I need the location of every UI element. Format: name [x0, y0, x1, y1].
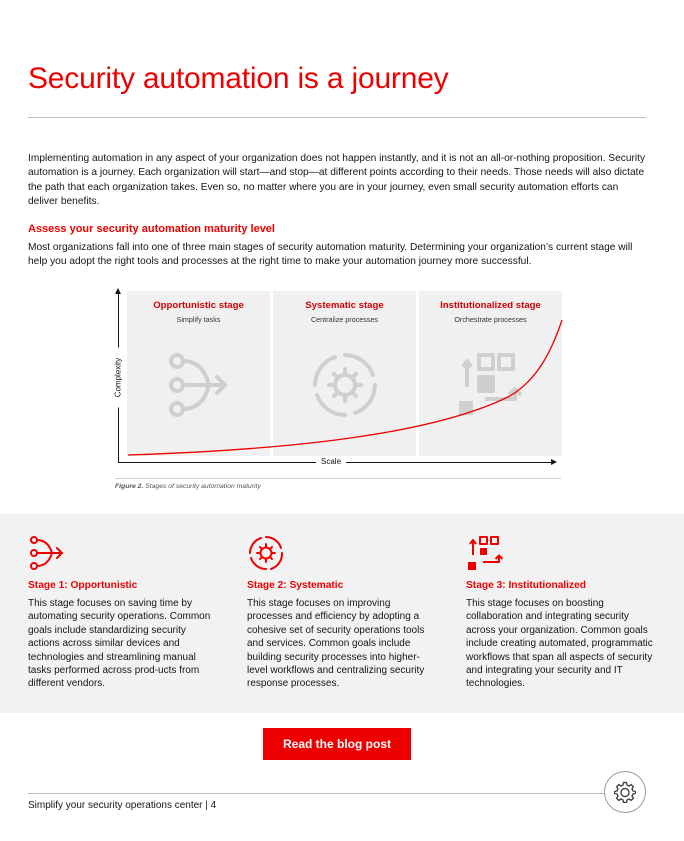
figure-caption: [115, 483, 261, 490]
intro-paragraph: Implementing automation in any aspect of your organization does not happen instantly, and it is not an all-or-nothing proposition. Security automation is a journey. Each organization will start—and stop—at different points according to their needs. Those needs will also dictate the path that each organization takes. Even so, no matter where you are in your journey, even small security automation efforts can deliver benefits.: [28, 153, 646, 208]
orchestrate-blocks-icon: [466, 534, 504, 572]
caption-divider: [115, 478, 561, 479]
stage-panel-subtitle: Centralize processes: [310, 315, 379, 324]
stage-column-1: [28, 534, 218, 691]
gear-cycle-icon: [247, 534, 285, 572]
stage-title: Stage 2: Systematic: [247, 580, 344, 591]
stage-description: This stage focuses on saving time by automating security operations. Common goals include standardizing security actions across similar devices and technologies and streamlining manual tasks performed across prod-ucts from different vendors.: [28, 598, 211, 690]
figure-caption-label: Figure 2.: [115, 483, 144, 490]
stage-column-2: [247, 534, 437, 691]
page-title: Security automation is a journey: [28, 62, 449, 95]
title-divider: [28, 117, 646, 118]
stages-band: [0, 514, 684, 713]
y-axis-label: Complexity: [114, 348, 123, 408]
stage-description: This stage focuses on improving processes and efficiency by adopting a cohesive set of security operations tools and services. Common goals include building security processes into higher-level workflows and centralizing security response processes.: [247, 598, 425, 690]
stage-panel-subtitle: Simplify tasks: [176, 315, 221, 324]
read-blog-post-button[interactable]: Read the blog post: [263, 728, 411, 760]
footer-text: Simplify your security operations center | 4: [28, 800, 217, 811]
gear-icon: [614, 781, 636, 803]
x-axis-label: Scale: [316, 457, 346, 466]
maturity-figure: [110, 286, 570, 476]
footer-divider: [28, 793, 606, 794]
maturity-curve: [110, 286, 570, 476]
stage-description: This stage focuses on boosting collaboration and integrating security across your organization. Common goals include creating automated, programmatic workflows that span all aspects of security and integrating your security and IT technologies.: [466, 598, 653, 690]
section-subheading: Assess your security automation maturity level: [28, 223, 275, 235]
stage-panel-title: Systematic stage: [305, 300, 384, 311]
stage-panel-title: Institutionalized stage: [440, 300, 541, 311]
branching-arrows-icon: [28, 534, 66, 572]
stage-title: Stage 3: Institutionalized: [466, 580, 586, 591]
stage-panel-subtitle: Orchestrate processes: [454, 315, 527, 324]
footer-badge: [604, 771, 646, 813]
stage-column-3: [466, 534, 656, 691]
section-body: Most organizations fall into one of three main stages of security automation maturity. Determining your organization’s current stage will help you adopt the right tools and processes at the right time to make your automation journey more successful.: [28, 242, 633, 268]
stage-panel-title: Opportunistic stage: [153, 300, 244, 311]
figure-caption-text: Stages of security automation maturity: [143, 483, 261, 490]
stage-title: Stage 1: Opportunistic: [28, 580, 138, 591]
